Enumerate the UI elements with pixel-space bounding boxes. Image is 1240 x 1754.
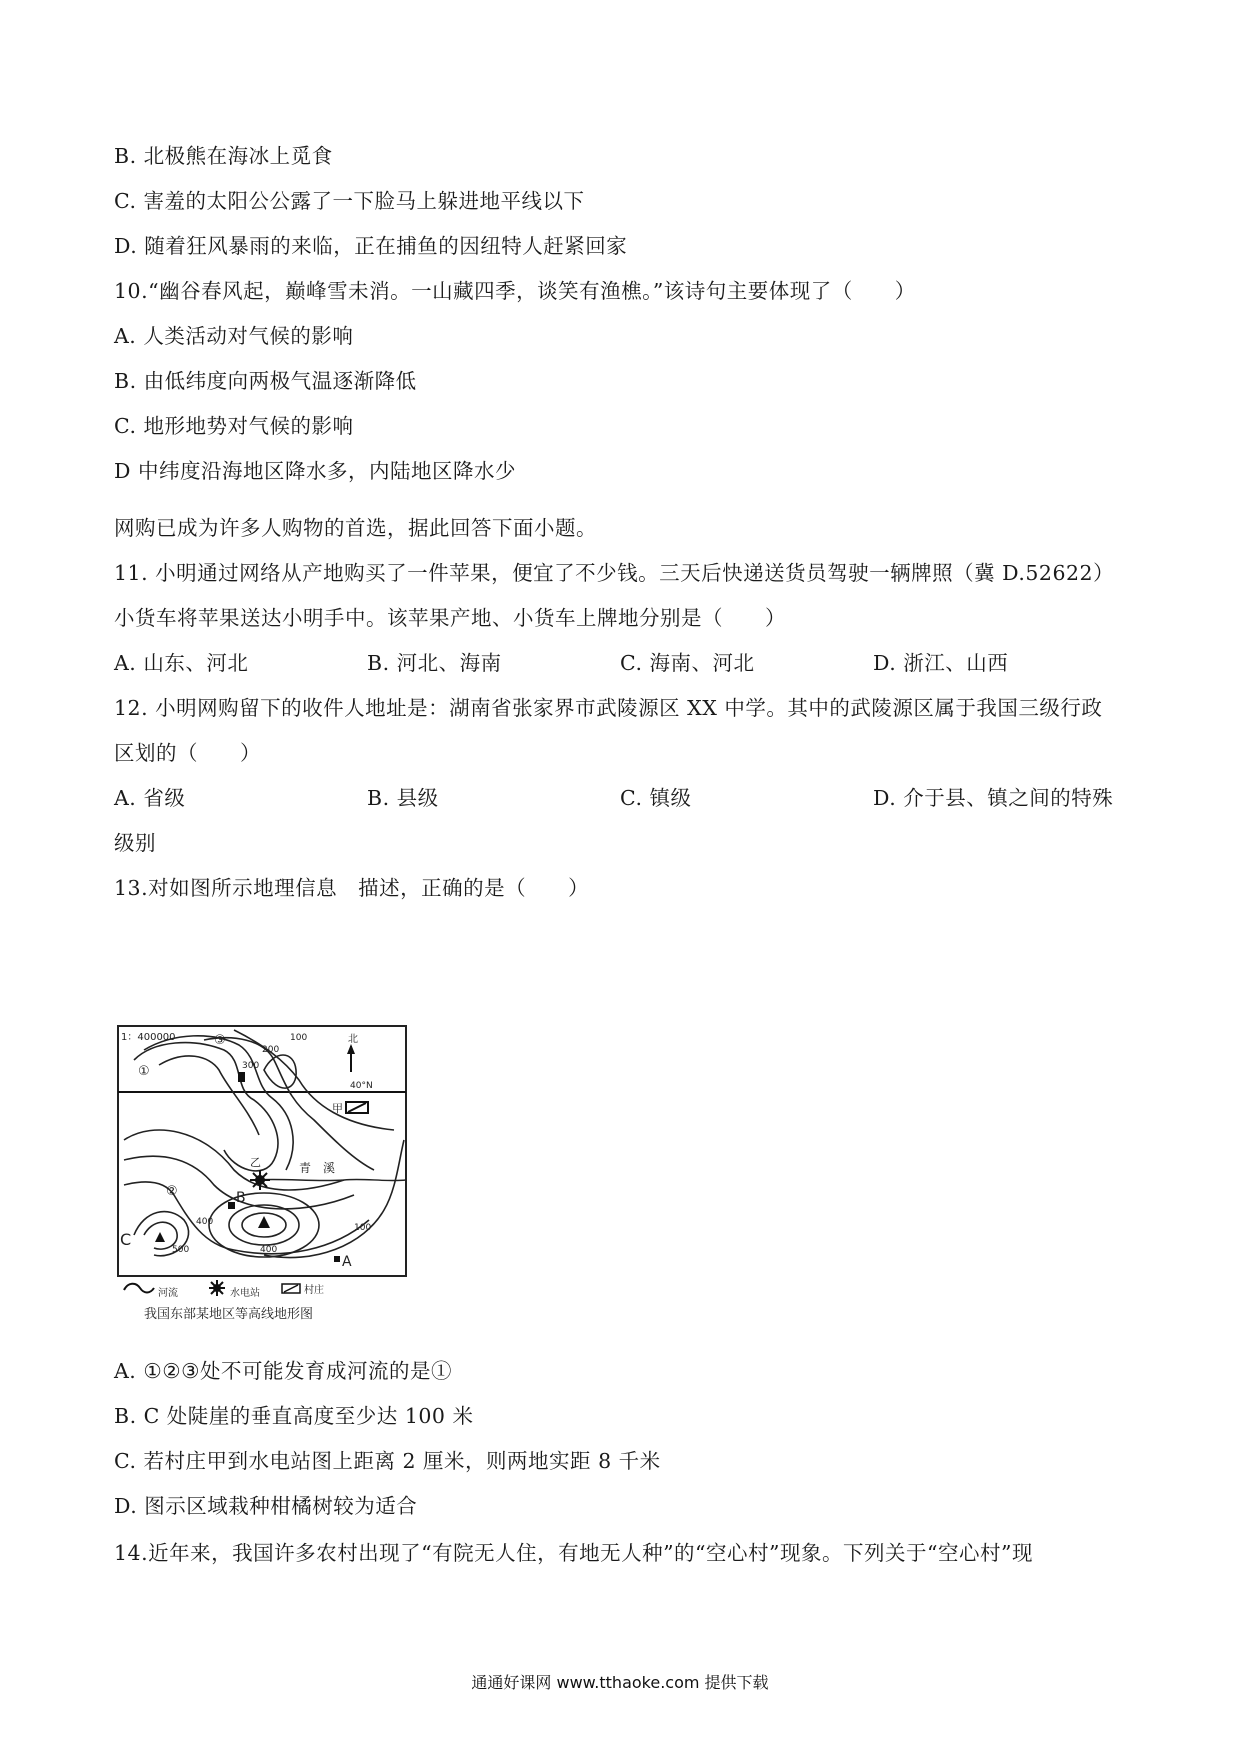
legend-village: 村庄 [304, 1285, 324, 1296]
q9-option-b: B. 北极熊在海冰上觅食 [114, 144, 333, 168]
q11-option-c: C. 海南、河北 [620, 651, 755, 675]
point-a-marker [334, 1256, 340, 1262]
q12-option-d-continued: 级别 [114, 831, 156, 855]
mark-2: ② [166, 1184, 178, 1199]
q13-option-c: C. 若村庄甲到水电站图上距离 2 厘米，则两地实距 8 千米 [114, 1449, 661, 1473]
contour-label-100: 100 [290, 1033, 308, 1043]
contour-label-200: 200 [262, 1045, 280, 1055]
contour-label-100-b: 100 [354, 1223, 372, 1233]
q9-option-d: D. 随着狂风暴雨的来临，正在捕鱼的因纽特人赶紧回家 [114, 234, 628, 258]
north-label: 北 [348, 1034, 358, 1045]
q11-option-a: A. 山东、河北 [114, 651, 249, 675]
contour-map-figure [114, 1020, 414, 1340]
question-11-line1: 11. 小明通过网络从产地购买了一件苹果，便宜了不少钱。三天后快递送货员驾驶一辆牌照（冀 D.52622） [114, 561, 1115, 585]
q10-option-c: C. 地形地势对气候的影响 [114, 414, 354, 438]
question-10: 10.“幽谷春风起，巅峰雪未消。一山藏四季，谈笑有渔樵。”该诗句主要体现了（ ） [114, 279, 916, 303]
q13-option-b: B. C 处陡崖的垂直高度至少达 100 米 [114, 1404, 474, 1428]
legend-river-icon [124, 1284, 154, 1293]
q11-option-b: B. 河北、海南 [367, 651, 502, 675]
q13-option-a: A. ①②③处不可能发育成河流的是① [114, 1359, 452, 1383]
question-13: 13.对如图所示地理信息 描述，正确的是（ ） [114, 876, 590, 900]
q12-option-d: D. 介于县、镇之间的特殊 [873, 786, 1114, 810]
q10-option-b: B. 由低纬度向两极气温逐渐降低 [114, 369, 417, 393]
point-c-label: C [120, 1230, 132, 1249]
map-legend [124, 1280, 324, 1299]
question-12-line2: 区划的（ ） [114, 741, 261, 765]
dam-label: 乙 [250, 1156, 261, 1169]
house-marker [238, 1072, 245, 1082]
contour-label-300: 300 [242, 1061, 260, 1071]
q12-option-c: C. 镇级 [620, 786, 692, 810]
q10-option-a: A. 人类活动对气候的影响 [114, 324, 354, 348]
mark-3: ③ [214, 1033, 226, 1048]
shopping-intro: 网购已成为许多人购物的首选，据此回答下面小题。 [114, 516, 597, 540]
point-b-marker [228, 1202, 235, 1209]
mark-1: ① [138, 1064, 150, 1079]
q9-option-c: C. 害羞的太阳公公露了一下脸马上躲进地平线以下 [114, 189, 585, 213]
map-scale: 1：400000 [121, 1032, 176, 1043]
map-caption: 我国东部某地区等高线地形图 [144, 1307, 314, 1322]
question-12-line1: 12. 小明网购留下的收件人地址是：湖南省张家界市武陵源区 XX 中学。其中的武陵源区属于我国三级行政 [114, 696, 1103, 720]
q13-option-d: D. 图示区域栽种柑橘树较为适合 [114, 1494, 418, 1518]
q12-option-a: A. 省级 [114, 786, 186, 810]
q10-option-d: D 中纬度沿海地区降水多，内陆地区降水少 [114, 459, 516, 483]
point-a-label: A [342, 1254, 352, 1270]
contour-label-400: 400 [196, 1217, 214, 1227]
latitude-label: 40°N [350, 1081, 373, 1091]
contour-label-400-b: 400 [260, 1245, 278, 1255]
point-b-label: B [236, 1190, 246, 1206]
q11-option-d: D. 浙江、山西 [873, 651, 1009, 675]
legend-station-icon [209, 1280, 225, 1296]
legend-river: 河流 [158, 1288, 178, 1299]
question-14: 14.近年来，我国许多农村出现了“有院无人住，有地无人种”的“空心村”现象。下列关于“空心村”现 [114, 1541, 1033, 1565]
page-footer: 通通好课网 www.tthaoke.com 提供下载 [471, 1673, 769, 1692]
contour-label-500: 500 [172, 1245, 190, 1255]
river-name: 青 溪 [299, 1161, 336, 1175]
village-label: 甲 [332, 1102, 343, 1115]
legend-station: 水电站 [230, 1288, 260, 1299]
question-11-line2: 小货车将苹果送达小明手中。该苹果产地、小货车上牌地分别是（ ） [114, 606, 786, 630]
hydro-station-icon [250, 1170, 270, 1190]
q12-option-b: B. 县级 [367, 786, 439, 810]
